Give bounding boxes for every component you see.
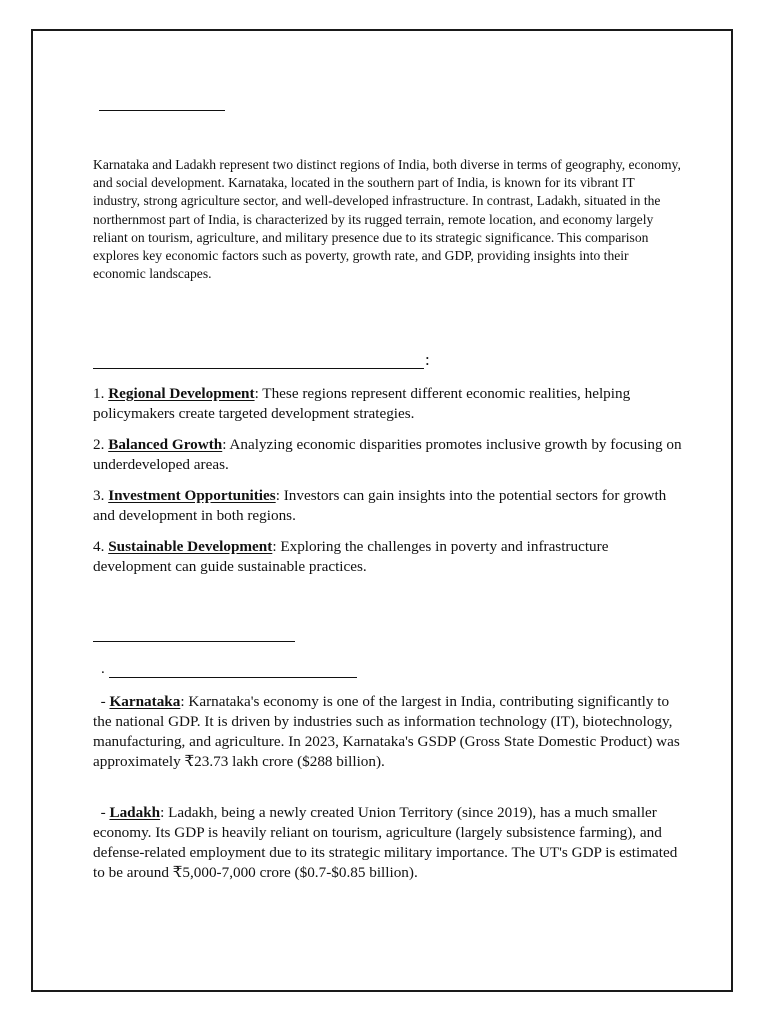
item-term: Regional Development	[108, 385, 255, 402]
gdp-item	[93, 803, 683, 883]
item-text: : Analyzing economic disparities promotes inclusive growth by focusing on underdeveloped areas.	[93, 436, 682, 473]
item-term: Balanced Growth	[108, 436, 223, 453]
importance-item	[93, 486, 683, 526]
gdp-subheading-underline	[109, 677, 357, 678]
item-number: 1.	[93, 385, 105, 402]
importance-item	[93, 384, 683, 424]
item-text: : Ladakh, being a newly created Union Territory (since 2019), has a much smaller economy. Its GDP is heavily reliant on tourism, agriculture (largely subsistence farming), and defense-related employment due to its strategic military importance. The UT's GDP is estimated to be around ₹5,000-7,000 crore ($0.7-$0.85 billion).	[93, 804, 678, 881]
gdp-heading-underline	[93, 641, 295, 642]
item-term: Investment Opportunities	[108, 487, 276, 504]
intro-paragraph: Karnataka and Ladakh represent two distinct regions of India, both diverse in terms of geography, economy, and social development. Karnataka, located in the southern part of India, is known for its vibrant IT industry, strong agriculture sector, and well-developed infrastructure. In contrast, Ladakh, situated in the northernmost part of India, is characterized by its rugged terrain, remote location, and economy largely reliant on tourism, agriculture, and military presence due to its strategic significance. This comparison explores key economic factors such as poverty, growth rate, and GDP, providing insights into their economic landscapes.	[93, 157, 681, 282]
importance-heading-colon: :	[425, 350, 430, 369]
item-text: : Exploring the challenges in poverty and infrastructure development can guide sustainable practices.	[93, 538, 609, 575]
item-text: : Investors can gain insights into the potential sectors for growth and development in both regions.	[93, 487, 667, 524]
item-number: 3.	[93, 487, 105, 504]
item-term: Karnataka	[109, 693, 181, 710]
item-term: Ladakh	[109, 804, 161, 821]
item-text: : Karnataka's economy is one of the largest in India, contributing significantly to the national GDP. It is driven by industries such as information technology (IT), biotechnology, manufacturing, and agriculture. In 2023, Karnataka's GSDP (Gross State Domestic Product) was approximately ₹23.73 lakh crore ($288 billion).	[93, 693, 680, 770]
importance-item	[93, 537, 683, 577]
item-term: Sustainable Development	[108, 538, 273, 555]
intro-heading-underline	[99, 110, 225, 111]
item-prefix: -	[100, 804, 110, 821]
item-text: : These regions represent different economic realities, helping policymakers create targeted development strategies.	[93, 385, 631, 422]
item-number: 2.	[93, 436, 105, 453]
gdp-subheading-dot: .	[101, 661, 105, 677]
item-number: 4.	[93, 538, 105, 555]
item-prefix: -	[100, 693, 110, 710]
importance-item	[93, 435, 683, 475]
importance-heading-underline	[93, 368, 424, 369]
gdp-item	[93, 692, 683, 772]
